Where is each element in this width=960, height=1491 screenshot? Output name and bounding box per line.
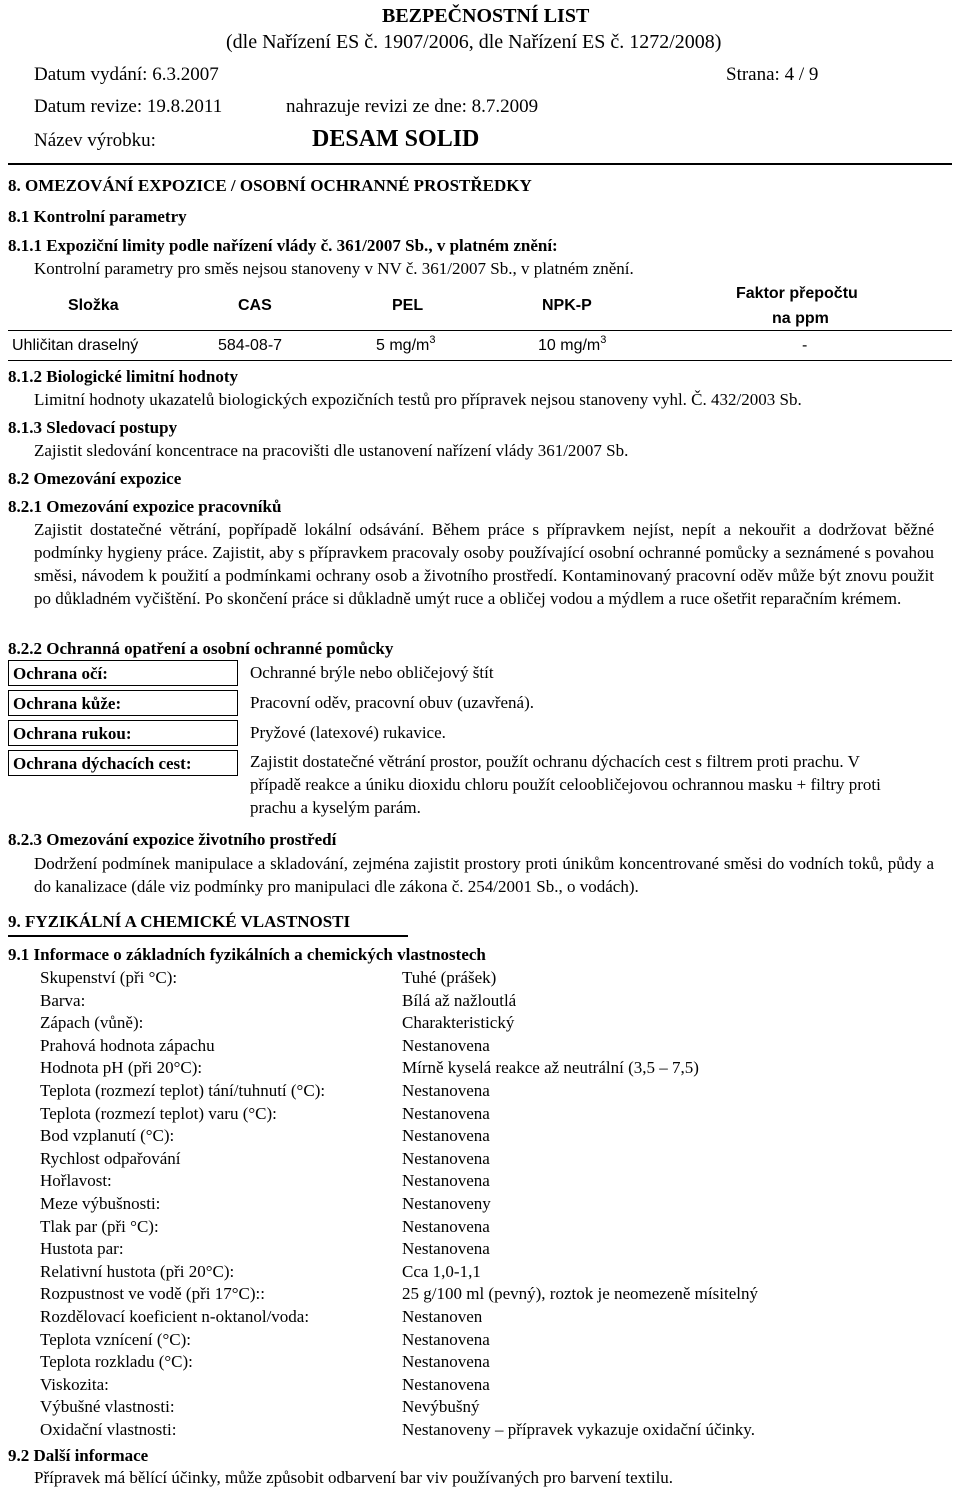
property-name: Teplota vznícení (°C):: [40, 1330, 191, 1349]
property-name: Oxidační vlastnosti:: [40, 1420, 177, 1439]
cell-component: Uhličitan draselný: [12, 337, 139, 354]
property-value: Mírně kyselá reakce až neutrální (3,5 – 7,5): [402, 1058, 699, 1077]
property-value: Cca 1,0-1,1: [402, 1262, 481, 1281]
property-name: Teplota rozkladu (°C):: [40, 1352, 193, 1371]
property-value: Nestanovena: [402, 1352, 490, 1371]
section-9-rule: [8, 935, 408, 937]
property-name: Výbušné vlastnosti:: [40, 1397, 175, 1416]
document-title: BEZPEČNOSTNÍ LIST: [382, 5, 590, 27]
property-value: Nevýbušný: [402, 1397, 480, 1416]
section-8-1-2-text: Limitní hodnoty ukazatelů biologických expozičních testů pro přípravek nejsou stanoveny vyhl. Č. 432/2003 Sb.: [34, 390, 802, 409]
property-value: Nestanovena: [402, 1375, 490, 1394]
property-name: Viskozita:: [40, 1375, 109, 1394]
section-9-heading: 9. FYZIKÁLNÍ A CHEMICKÉ VLASTNOSTI: [8, 912, 351, 931]
property-name: Zápach (vůně):: [40, 1013, 144, 1032]
col-header-pel: PEL: [392, 297, 424, 314]
property-name: Skupenství (při °C):: [40, 968, 178, 987]
property-value: Nestanovena: [402, 1330, 490, 1349]
cell-factor: -: [802, 337, 808, 354]
header-rule: [8, 163, 952, 165]
section-9-2-heading: 9.2 Další informace: [8, 1446, 149, 1465]
col-header-npk: NPK-P: [542, 297, 592, 314]
property-name: Rozdělovací koeficient n-oktanol/voda:: [40, 1307, 310, 1326]
property-name: Teplota (rozmezí teplot) varu (°C):: [40, 1104, 277, 1123]
property-name: Rozpustnost ve vodě (při 17°C)::: [40, 1284, 265, 1303]
property-name: Tlak par (při °C):: [40, 1217, 159, 1236]
property-value: Nestanovena: [402, 1104, 490, 1123]
property-name: Hodnota pH (při 20°C):: [40, 1058, 203, 1077]
property-name: Hořlavost:: [40, 1171, 112, 1190]
section-8-2-3-heading: 8.2.3 Omezování expozice životního prostředí: [8, 830, 337, 849]
ppe-eye-value: Ochranné brýle nebo obličejový štít: [250, 663, 494, 682]
col-header-cas: CAS: [238, 297, 272, 314]
property-name: Relativní hustota (při 20°C):: [40, 1262, 235, 1281]
document-subtitle: (dle Nařízení ES č. 1907/2006, dle Nařízení ES č. 1272/2008): [226, 31, 722, 53]
property-value: Charakteristický: [402, 1013, 515, 1032]
property-value: Nestanovena: [402, 1149, 490, 1168]
ppe-skin-label-cell: [8, 690, 238, 716]
section-9-2-text: Přípravek má bělící účinky, může způsobit odbarvení bar viv používaných pro barvení textilu.: [34, 1468, 674, 1487]
property-name: Teplota (rozmezí teplot) tání/tuhnutí (°C):: [40, 1081, 326, 1100]
issue-date: Datum vydání: 6.3.2007: [34, 64, 219, 85]
product-name: DESAM SOLID: [312, 126, 480, 152]
section-8-1-3-heading: 8.1.3 Sledovací postupy: [8, 418, 178, 437]
ppe-eye-label-cell: [8, 660, 238, 686]
property-name: Rychlost odpařování: [40, 1149, 181, 1168]
col-header-factor-line2: na ppm: [772, 310, 829, 327]
ppe-respiratory-value: Zajistit dostatečné větrání prostor, použít ochranu dýchacích cest s filtrem proti prachu. V případě reakce a úniku dioxidu chloru použít celoobličejovou ochrannou masku + filtry proti prachu a kyselým parám.: [250, 752, 881, 817]
replaces-revision: nahrazuje revizi ze dne: 8.7.2009: [286, 96, 539, 117]
property-value: Nestanovena: [402, 1081, 490, 1100]
ppe-hands-label-cell: [8, 720, 238, 746]
cell-pel: 5 $mg/m^3$: [376, 334, 436, 354]
section-8-1-2-heading: 8.1.2 Biologické limitní hodnoty: [8, 367, 238, 386]
section-8-heading: 8. OMEZOVÁNÍ EXPOZICE / OSOBNÍ OCHRANNÉ PROSTŘEDKY: [8, 176, 532, 195]
property-value: Nestanovena: [402, 1126, 490, 1145]
section-8-2-heading: 8.2 Omezování expozice: [8, 469, 182, 488]
section-8-2-1-text: Zajistit dostatečné větrání, popřípadě lokální odsávání. Během práce s přípravkem nejíst, nepít a nekouřit a dodržovat běžné podmínky hygieny práce. Zajistit, aby s přípravkem pracovaly osoby používající osobní ochranné pomůcky a seznámené s povahou směsi, návodem k použití a podmínkami ochrany osob a životního prostředí. Kontaminovaný pracovní oděv může být znovu použit po důkladném vyčištění. Po skončení práce si důkladně umýt ruce a obličej vodou a mýdlem a ruce ošetřit reparačním krémem.: [34, 520, 934, 608]
ppe-respiratory-label: Ochrana dýchacích cest:: [13, 754, 192, 773]
property-value: 25 g/100 ml (pevný), roztok je neomezeně mísitelný: [402, 1284, 758, 1303]
section-8-1-1-heading: 8.1.1 Expoziční limity podle nařízení vlády č. 361/2007 Sb., v platném znění:: [8, 236, 558, 255]
cell-cas: 584-08-7: [218, 337, 283, 354]
revision-date: Datum revize: 19.8.2011: [34, 96, 223, 117]
property-value: Nestanovena: [402, 1217, 490, 1236]
property-value: Nestanoven: [402, 1307, 483, 1326]
property-name: Hustota par:: [40, 1239, 124, 1258]
table-bottom-rule: [8, 360, 952, 361]
ppe-skin-value: Pracovní oděv, pracovní obuv (uzavřená).: [250, 693, 535, 712]
property-value: Nestanovena: [402, 1036, 490, 1055]
ppe-hands-value: Pryžové (latexové) rukavice.: [250, 723, 446, 742]
property-name: Prahová hodnota zápachu: [40, 1036, 215, 1055]
section-9-1-heading: 9.1 Informace o základních fyzikálních a chemických vlastnostech: [8, 945, 486, 964]
ppe-hands-label: Ochrana rukou:: [13, 724, 132, 743]
section-8-2-2-heading: 8.2.2 Ochranná opatření a osobní ochranné pomůcky: [8, 639, 394, 658]
section-8-1-heading: 8.1 Kontrolní parametry: [8, 207, 187, 226]
ppe-respiratory-label-cell: [8, 750, 238, 776]
property-value: Bílá až nažloutlá: [402, 991, 517, 1010]
section-8-2-1-heading: 8.2.1 Omezování expozice pracovníků: [8, 497, 282, 516]
property-name: Barva:: [40, 991, 86, 1010]
product-label: Název výrobku:: [34, 130, 156, 151]
page-number: Strana: 4 / 9: [726, 64, 819, 85]
col-header-factor-line1: Faktor přepočtu: [736, 285, 858, 302]
property-name: Meze výbušnosti:: [40, 1194, 161, 1213]
property-value: Nestanoveny: [402, 1194, 491, 1213]
property-value: Nestanovena: [402, 1239, 490, 1258]
table-header-rule: [8, 330, 952, 331]
section-8-1-3-text: Zajistit sledování koncentrace na pracovišti dle ustanovení nařízení vlády 361/2007 Sb.: [34, 441, 629, 460]
section-8-1-1-text: Kontrolní parametry pro směs nejsou stanoveny v NV č. 361/2007 Sb., v platném znění.: [34, 259, 634, 278]
ppe-eye-label: Ochrana očí:: [13, 664, 108, 683]
property-value: Nestanovena: [402, 1171, 490, 1190]
property-value: Nestanoveny – přípravek vykazuje oxidační účinky.: [402, 1420, 755, 1439]
section-8-2-3-text: Dodržení podmínek manipulace a skladování, zejména zajistit prostory proti únikům koncentrované směsi do vodních toků, půdy a do kanalizace (dále viz podmínky pro manipulaci dle zákona č. 254/2001 Sb., o vodách).: [34, 854, 934, 896]
cell-npk: 10 $mg/m^3$: [538, 334, 607, 354]
property-name: Bod vzplanutí (°C):: [40, 1126, 175, 1145]
property-value: Tuhé (prášek): [402, 968, 497, 987]
col-header-component: Složka: [68, 297, 119, 314]
ppe-skin-label: Ochrana kůže:: [13, 694, 122, 713]
